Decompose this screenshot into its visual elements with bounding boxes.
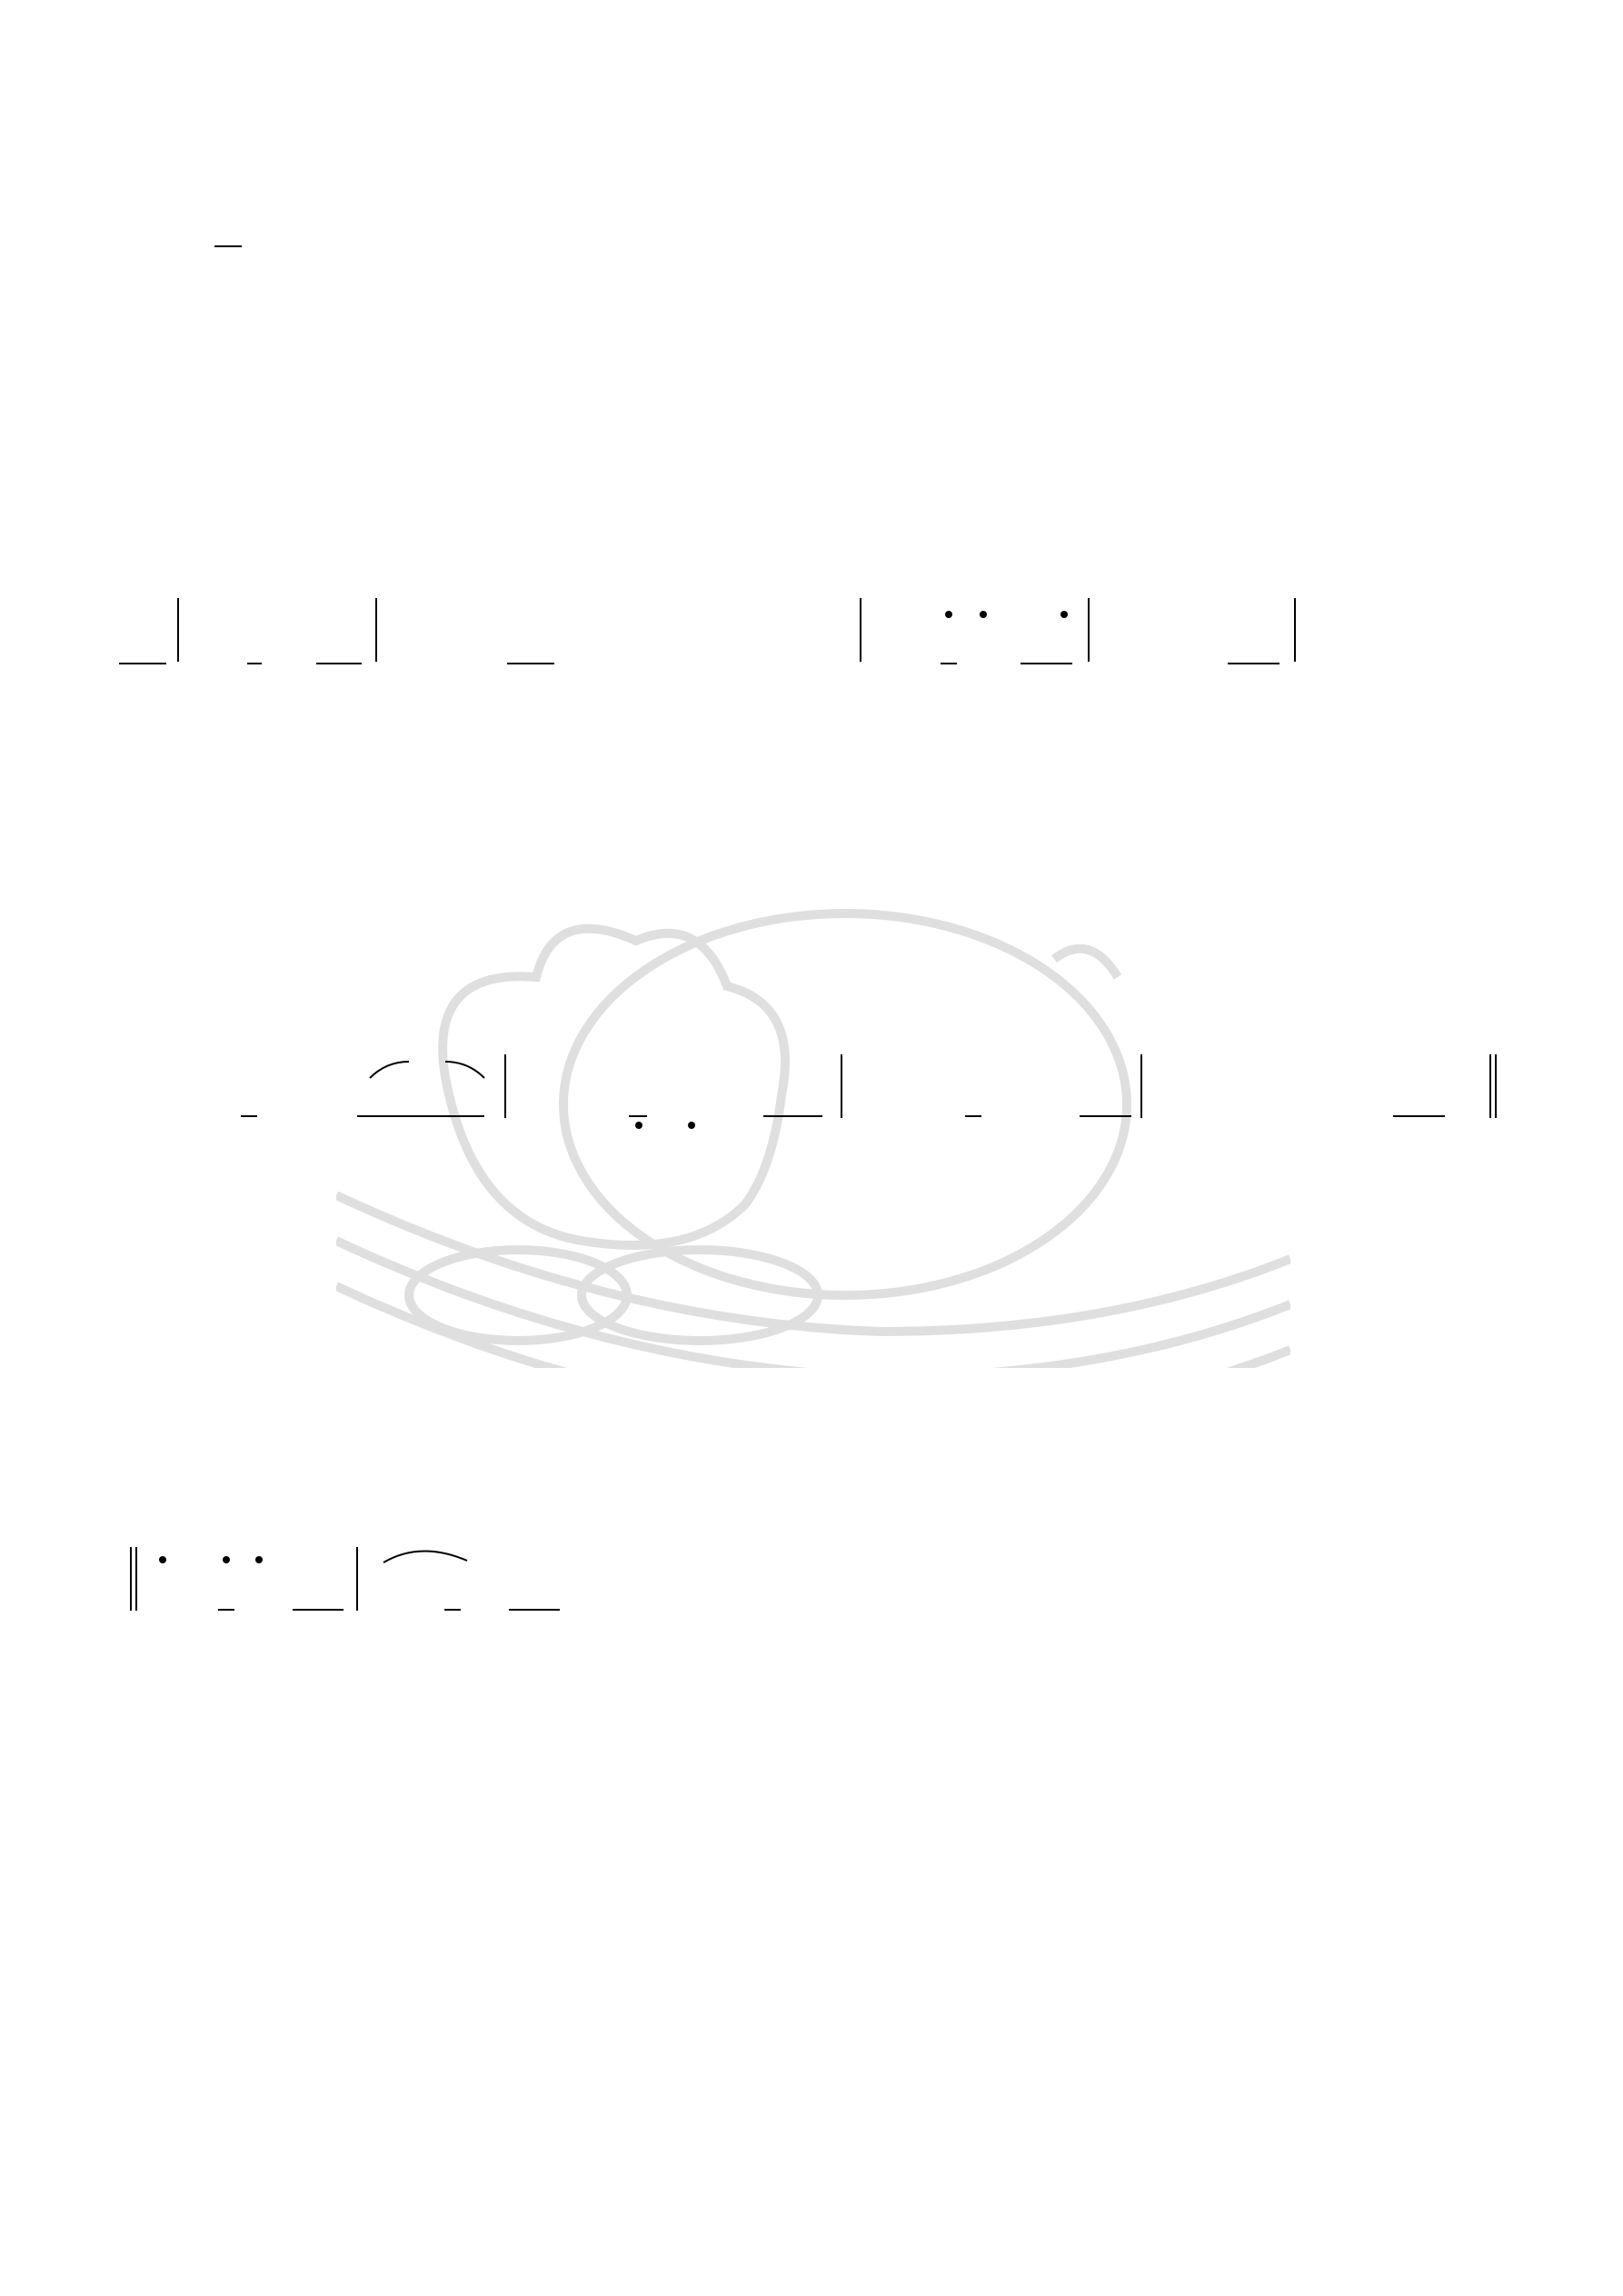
barline	[356, 1547, 358, 1611]
double-barline	[1489, 1054, 1491, 1118]
high-octave-dot	[945, 611, 952, 618]
underline	[629, 1115, 647, 1117]
double-barline	[135, 1547, 137, 1611]
high-octave-dot	[1060, 611, 1068, 618]
barline	[841, 1054, 842, 1118]
high-octave-dot	[159, 1556, 166, 1563]
time-signature	[214, 244, 242, 249]
underline	[357, 1115, 484, 1117]
underline	[941, 663, 957, 664]
underline	[241, 1115, 257, 1117]
barline	[860, 598, 861, 662]
high-octave-dot	[980, 611, 987, 618]
underline	[507, 663, 554, 664]
underline	[444, 1609, 461, 1611]
high-octave-dot	[255, 1556, 263, 1563]
barline	[504, 1054, 506, 1118]
underline	[119, 663, 166, 664]
underline	[763, 1115, 822, 1117]
underline	[293, 1609, 344, 1611]
underline	[1021, 663, 1072, 664]
triplet-bracket-icon	[368, 1053, 486, 1080]
underline	[1393, 1115, 1445, 1117]
tie-slur-icon	[380, 1539, 471, 1566]
underline	[1080, 1115, 1131, 1117]
barline	[1294, 598, 1296, 662]
underline	[218, 1609, 234, 1611]
double-barline	[1495, 1054, 1497, 1118]
barline	[1088, 598, 1090, 662]
underline	[1228, 663, 1279, 664]
underline	[247, 663, 262, 664]
underline	[965, 1115, 981, 1117]
barline	[1140, 1054, 1142, 1118]
low-octave-dot	[688, 1122, 695, 1129]
high-octave-dot	[223, 1556, 230, 1563]
barline	[177, 598, 179, 662]
low-octave-dot	[635, 1122, 642, 1129]
barline	[375, 598, 377, 662]
underline	[509, 1609, 560, 1611]
sheep-watermark-icon	[336, 895, 1290, 1368]
underline	[316, 663, 362, 664]
double-barline	[130, 1547, 132, 1611]
